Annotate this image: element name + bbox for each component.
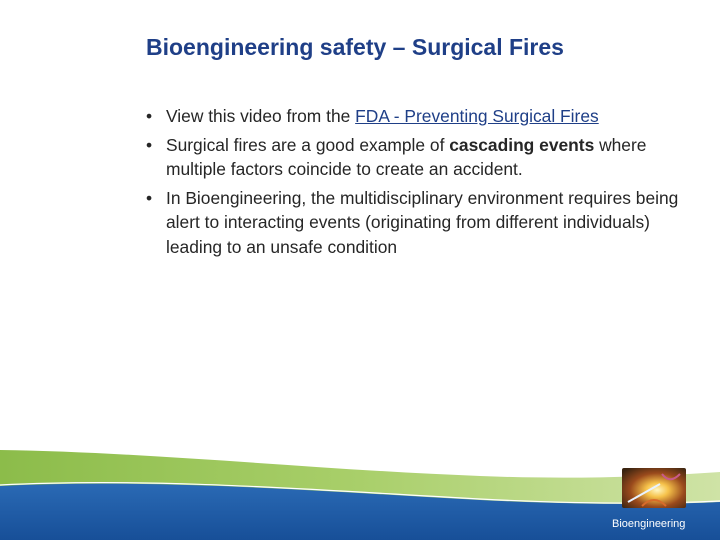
fda-video-link[interactable]: FDA - Preventing Surgical Fires: [355, 106, 599, 126]
bullet-item-video: [146, 104, 706, 129]
footer-label: Bioengineering: [612, 518, 686, 530]
bullet-text: Surgical fires are a good example of: [166, 134, 450, 155]
slide-title: Bioengineering safety – Surgical Fires: [146, 34, 564, 60]
bullet-bold-text: cascading events: [449, 134, 595, 155]
bullet-item-multidisciplinary: [146, 186, 706, 260]
surgical-fire-thumbnail-icon: [622, 468, 686, 508]
bullet-dot: •: [146, 187, 153, 208]
bullet-text: View this video from the: [166, 106, 356, 126]
bullet-text-suffix: where multiple factors coincide to create an accident.: [166, 134, 647, 179]
bullet-item-cascading: [146, 133, 706, 182]
bullet-dot: •: [146, 106, 153, 126]
bullet-text: In Bioengineering, the multidisciplinary environment requires being alert to interacting events (originating from different individuals) leading to an unsafe condition: [166, 187, 679, 257]
bullet-dot: •: [146, 134, 153, 155]
bullet-list: [146, 104, 706, 263]
